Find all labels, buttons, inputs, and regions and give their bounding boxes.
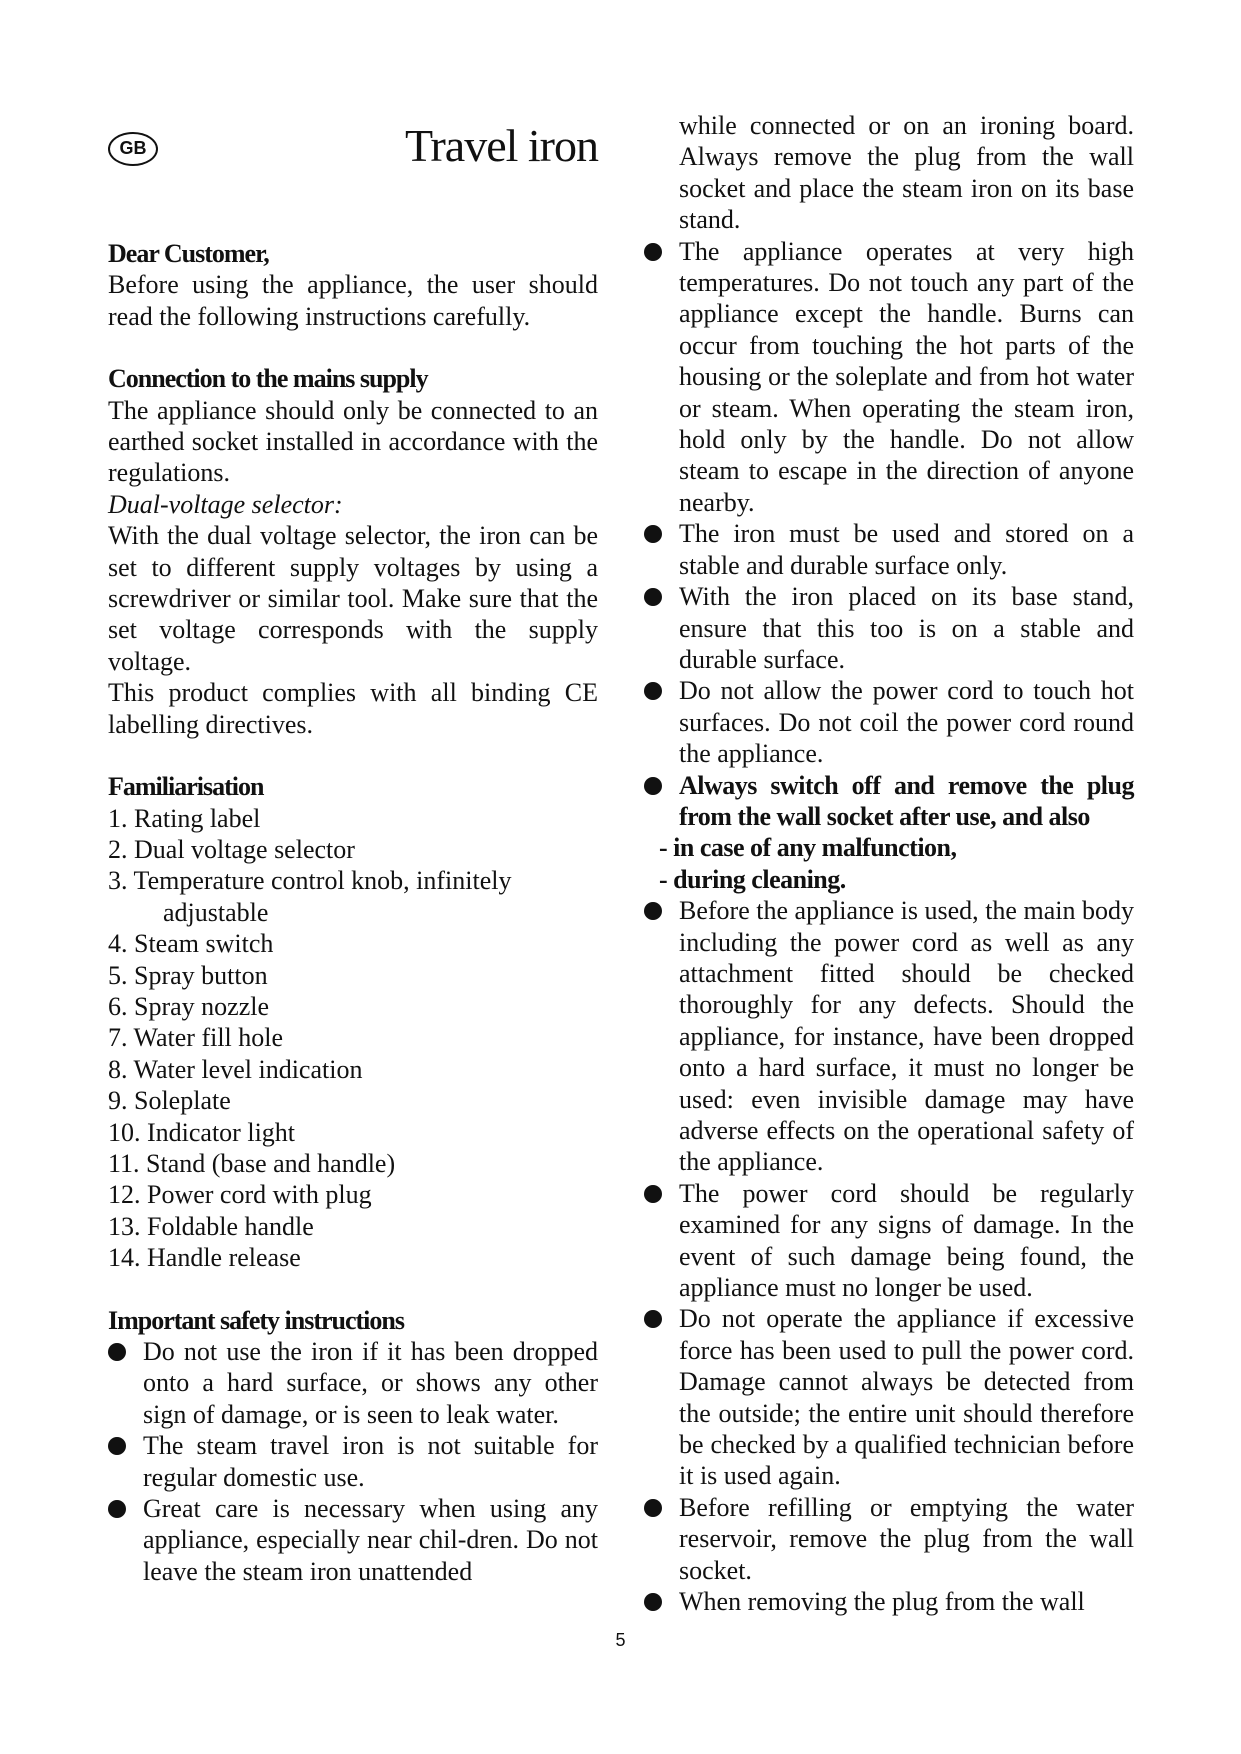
list-item: 7. Water fill hole <box>108 1023 284 1053</box>
safety-bullet: The power cord should be regularly examined for any signs of damage. In the event of such damage being found, the appliance must no longer be used. <box>644 1178 1134 1304</box>
safety-heading: Important safety instructions <box>108 1305 404 1335</box>
continued-text: while connected or on an ironing board. Always remove the plug from the wall socket and place the steam iron on its base stand. <box>679 111 1134 235</box>
bold-sub-item: - in case of any malfunction, <box>659 833 957 863</box>
familiarisation-heading: Familiarisation <box>108 772 264 802</box>
list-item: 8. Water level indication <box>108 1054 363 1084</box>
list-item: 6. Spray nozzle <box>108 991 270 1021</box>
page-header <box>108 110 598 238</box>
dual-voltage-subheading: Dual-voltage selector: <box>108 489 343 519</box>
list-item: 2. Dual voltage selector <box>108 834 355 864</box>
safety-bullet: Great care is necessary when using any appliance, especially near chil-dren. Do not leave the steam iron unattended <box>108 1493 598 1587</box>
safety-bullet: Before refilling or emptying the water reservoir, remove the plug from the wall socket. <box>644 1492 1134 1586</box>
mains-text: The appliance should only be connected to an earthed socket installed in accordance with the regulations. <box>108 395 598 488</box>
bold-sub-item: - during cleaning. <box>659 864 846 894</box>
list-item: 4. Steam switch <box>108 929 274 959</box>
safety-bullet: With the iron placed on its base stand, ensure that this too is on a stable and durable surface. <box>644 581 1134 675</box>
ce-text: This product complies with all binding CE labelling directives. <box>108 678 598 739</box>
parts-list <box>108 803 598 1274</box>
list-item: 10. Indicator light <box>108 1117 296 1147</box>
list-item: 1. Rating label <box>108 803 261 833</box>
greeting: Dear Customer, <box>108 239 269 268</box>
list-item: 12. Power cord with plug <box>108 1180 372 1210</box>
intro-text: Before using the appliance, the user should read the following instructions carefully. <box>108 270 598 331</box>
safety-bullet: The steam travel iron is not suitable for regular domestic use. <box>108 1430 598 1493</box>
safety-bullet: The iron must be used and stored on a stable and durable surface only. <box>644 518 1134 581</box>
page-number: 5 <box>615 1630 626 1650</box>
safety-bullet: When removing the plug from the wall <box>644 1586 1134 1617</box>
list-item: 14. Handle release <box>108 1243 301 1273</box>
safety-bullet: The appliance operates at very high temperatures. Do not touch any part of the appliance except the handle. Burns can occur from touching the hot parts of the housing or the soleplate and from hot water or steam. When operating the steam iron, hold only by the handle. Do not allow steam to escape in the direction of anyone nearby. <box>644 236 1134 519</box>
list-item: adjustable <box>163 897 269 927</box>
safety-bullet: Before the appliance is used, the main body including the power cord as well as any attachment fitted should be checked thoroughly for any defects. Should the appliance, for instance, have been dropped onto a hard surface, it must no longer be used: even invisible damage may have adverse effects on the operational safety of the appliance. <box>644 895 1134 1178</box>
dual-voltage-text: With the dual voltage selector, the iron can be set to different supply voltages by using a screwdriver or similar tool. Make sure that the set voltage corresponds with the supply voltage. <box>108 521 598 676</box>
page-title: Travel iron <box>404 120 598 171</box>
left-column <box>108 110 598 1587</box>
safety-bullet: Do not allow the power cord to touch hot surfaces. Do not coil the power cord round the appliance. <box>644 675 1134 769</box>
list-item: 11. Stand (base and handle) <box>108 1148 396 1178</box>
right-column <box>644 110 1134 1618</box>
list-item: 13. Foldable handle <box>108 1211 314 1241</box>
language-badge: GB <box>108 132 158 166</box>
list-item: 9. Soleplate <box>108 1086 231 1116</box>
list-item: 3. Temperature control knob, infinitely <box>108 866 512 896</box>
mains-heading: Connection to the mains supply <box>108 364 428 394</box>
safety-bullet: Do not use the iron if it has been dropped onto a hard surface, or shows any other sign of damage, or is seen to leak water. <box>108 1336 598 1430</box>
list-item: 5. Spray button <box>108 960 268 990</box>
safety-bullet: Do not operate the appliance if excessive force has been used to pull the power cord. Damage cannot always be detected from the outside; the entire unit should therefore be checked by a qualified technician before it is used again. <box>644 1303 1134 1491</box>
safety-bullet-bold: Always switch off and remove the plug from the wall socket after use, and also <box>644 770 1134 833</box>
